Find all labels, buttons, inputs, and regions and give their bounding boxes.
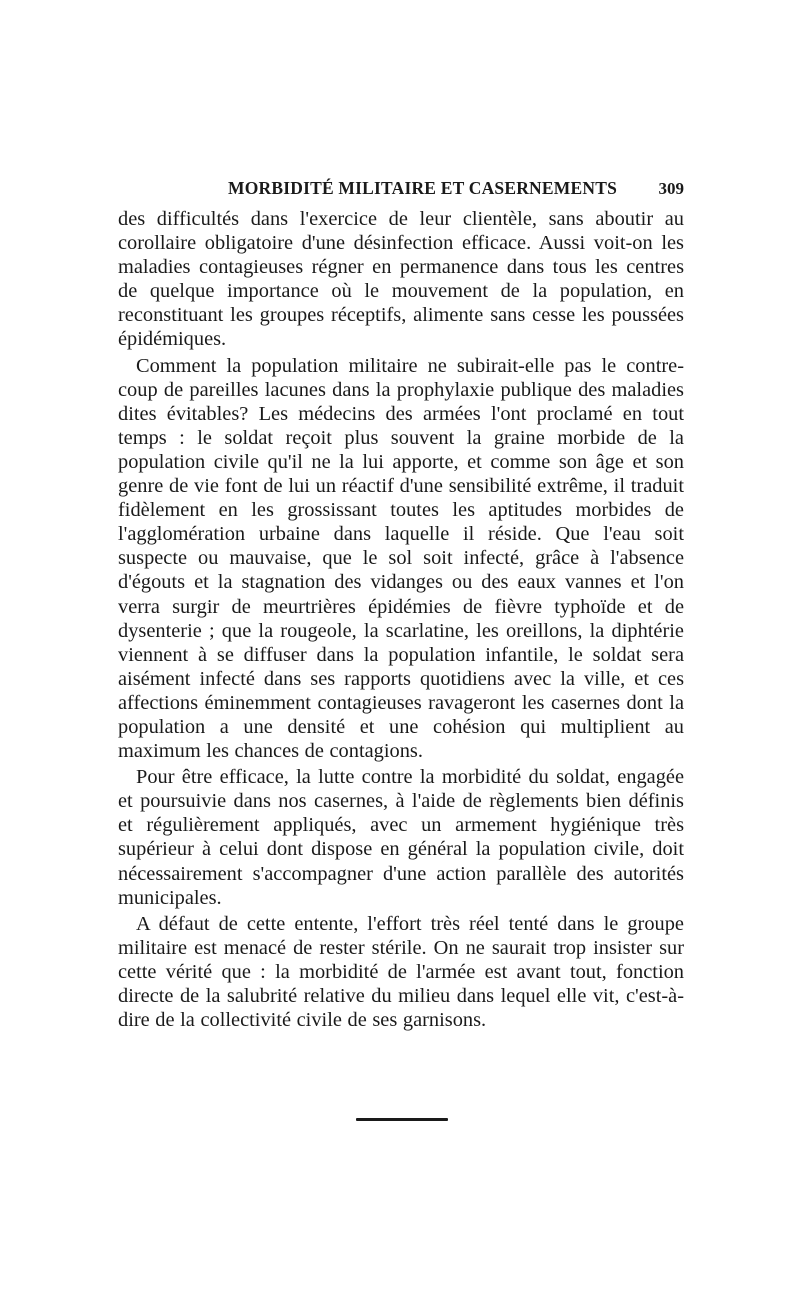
paragraph-conclusion: A défaut de cette entente, l'effort très réel tenté dans le groupe militaire est menacé de rester stérile. On ne saurait trop insister sur cette vérité que : la morbidité de l'armée est avant tout, fonction directe de la salubrité relative du milieu dans lequel elle vit, c'est-à-dire de la collectivité civile de ses garnisons. [118, 912, 684, 1032]
running-head [228, 178, 684, 202]
running-title: MORBIDITÉ MILITAIRE ET CASERNEMENTS [228, 178, 618, 198]
paragraph-efficacy: Pour être efficace, la lutte contre la morbidité du soldat, engagée et poursuivie dans nos casernes, à l'aide de règlements bien définis et régulièrement appliqués, avec un armement hygiénique très supérieur à celui dont dispose en général la population civile, doit nécessairement s'accompagner d'une action parallèle des autorités municipales. [118, 766, 684, 909]
paragraph-continuation: des difficultés dans l'exercice de leur clientèle, sans aboutir au corollaire obligatoire d'une désinfection efficace. Aussi voit-on les maladies contagieuses régner en permanence dans tous les centres de quelque importance où le mouvement de la population, en reconstituant les groupes réceptifs, alimente sans cesse les poussées épidémiques. [118, 208, 684, 351]
paragraph-military-population: Comment la population militaire ne subirait-elle pas le contre-coup de pareilles lacunes dans la prophylaxie publique des maladies dites évitables? Les médecins des armées l'ont proclamé en tout temps : le soldat reçoit plus souvent la graine morbide de la population civile qu'il ne la lui apporte, et comme son âge et son genre de vie font de lui un réactif d'une sensibilité extrême, il traduit fidèlement en les grossissant toutes les aptitudes morbides de l'agglomération urbaine dans laquelle il réside. Que l'eau soit suspecte ou mauvaise, que le sol soit infecté, grâce à l'absence d'égouts et la stagnation des vidanges ou des eaux vannes et l'on verra surgir de meurtrières épidémies de fièvre typhoïde et de dysenterie ; que la rougeole, la scarlatine, les oreillons, la diphtérie viennent à se diffuser dans la population infantile, le soldat sera aisément infecté dans ses rapports quotidiens avec la ville, et ces affections éminemment contagieuses ravageront les casernes dont la population a une densité et une cohésion qui multiplient au maximum les chances de contagions. [118, 354, 684, 763]
body-text [118, 207, 684, 1032]
page-number: 309 [658, 179, 684, 198]
section-end-rule [356, 1118, 448, 1121]
